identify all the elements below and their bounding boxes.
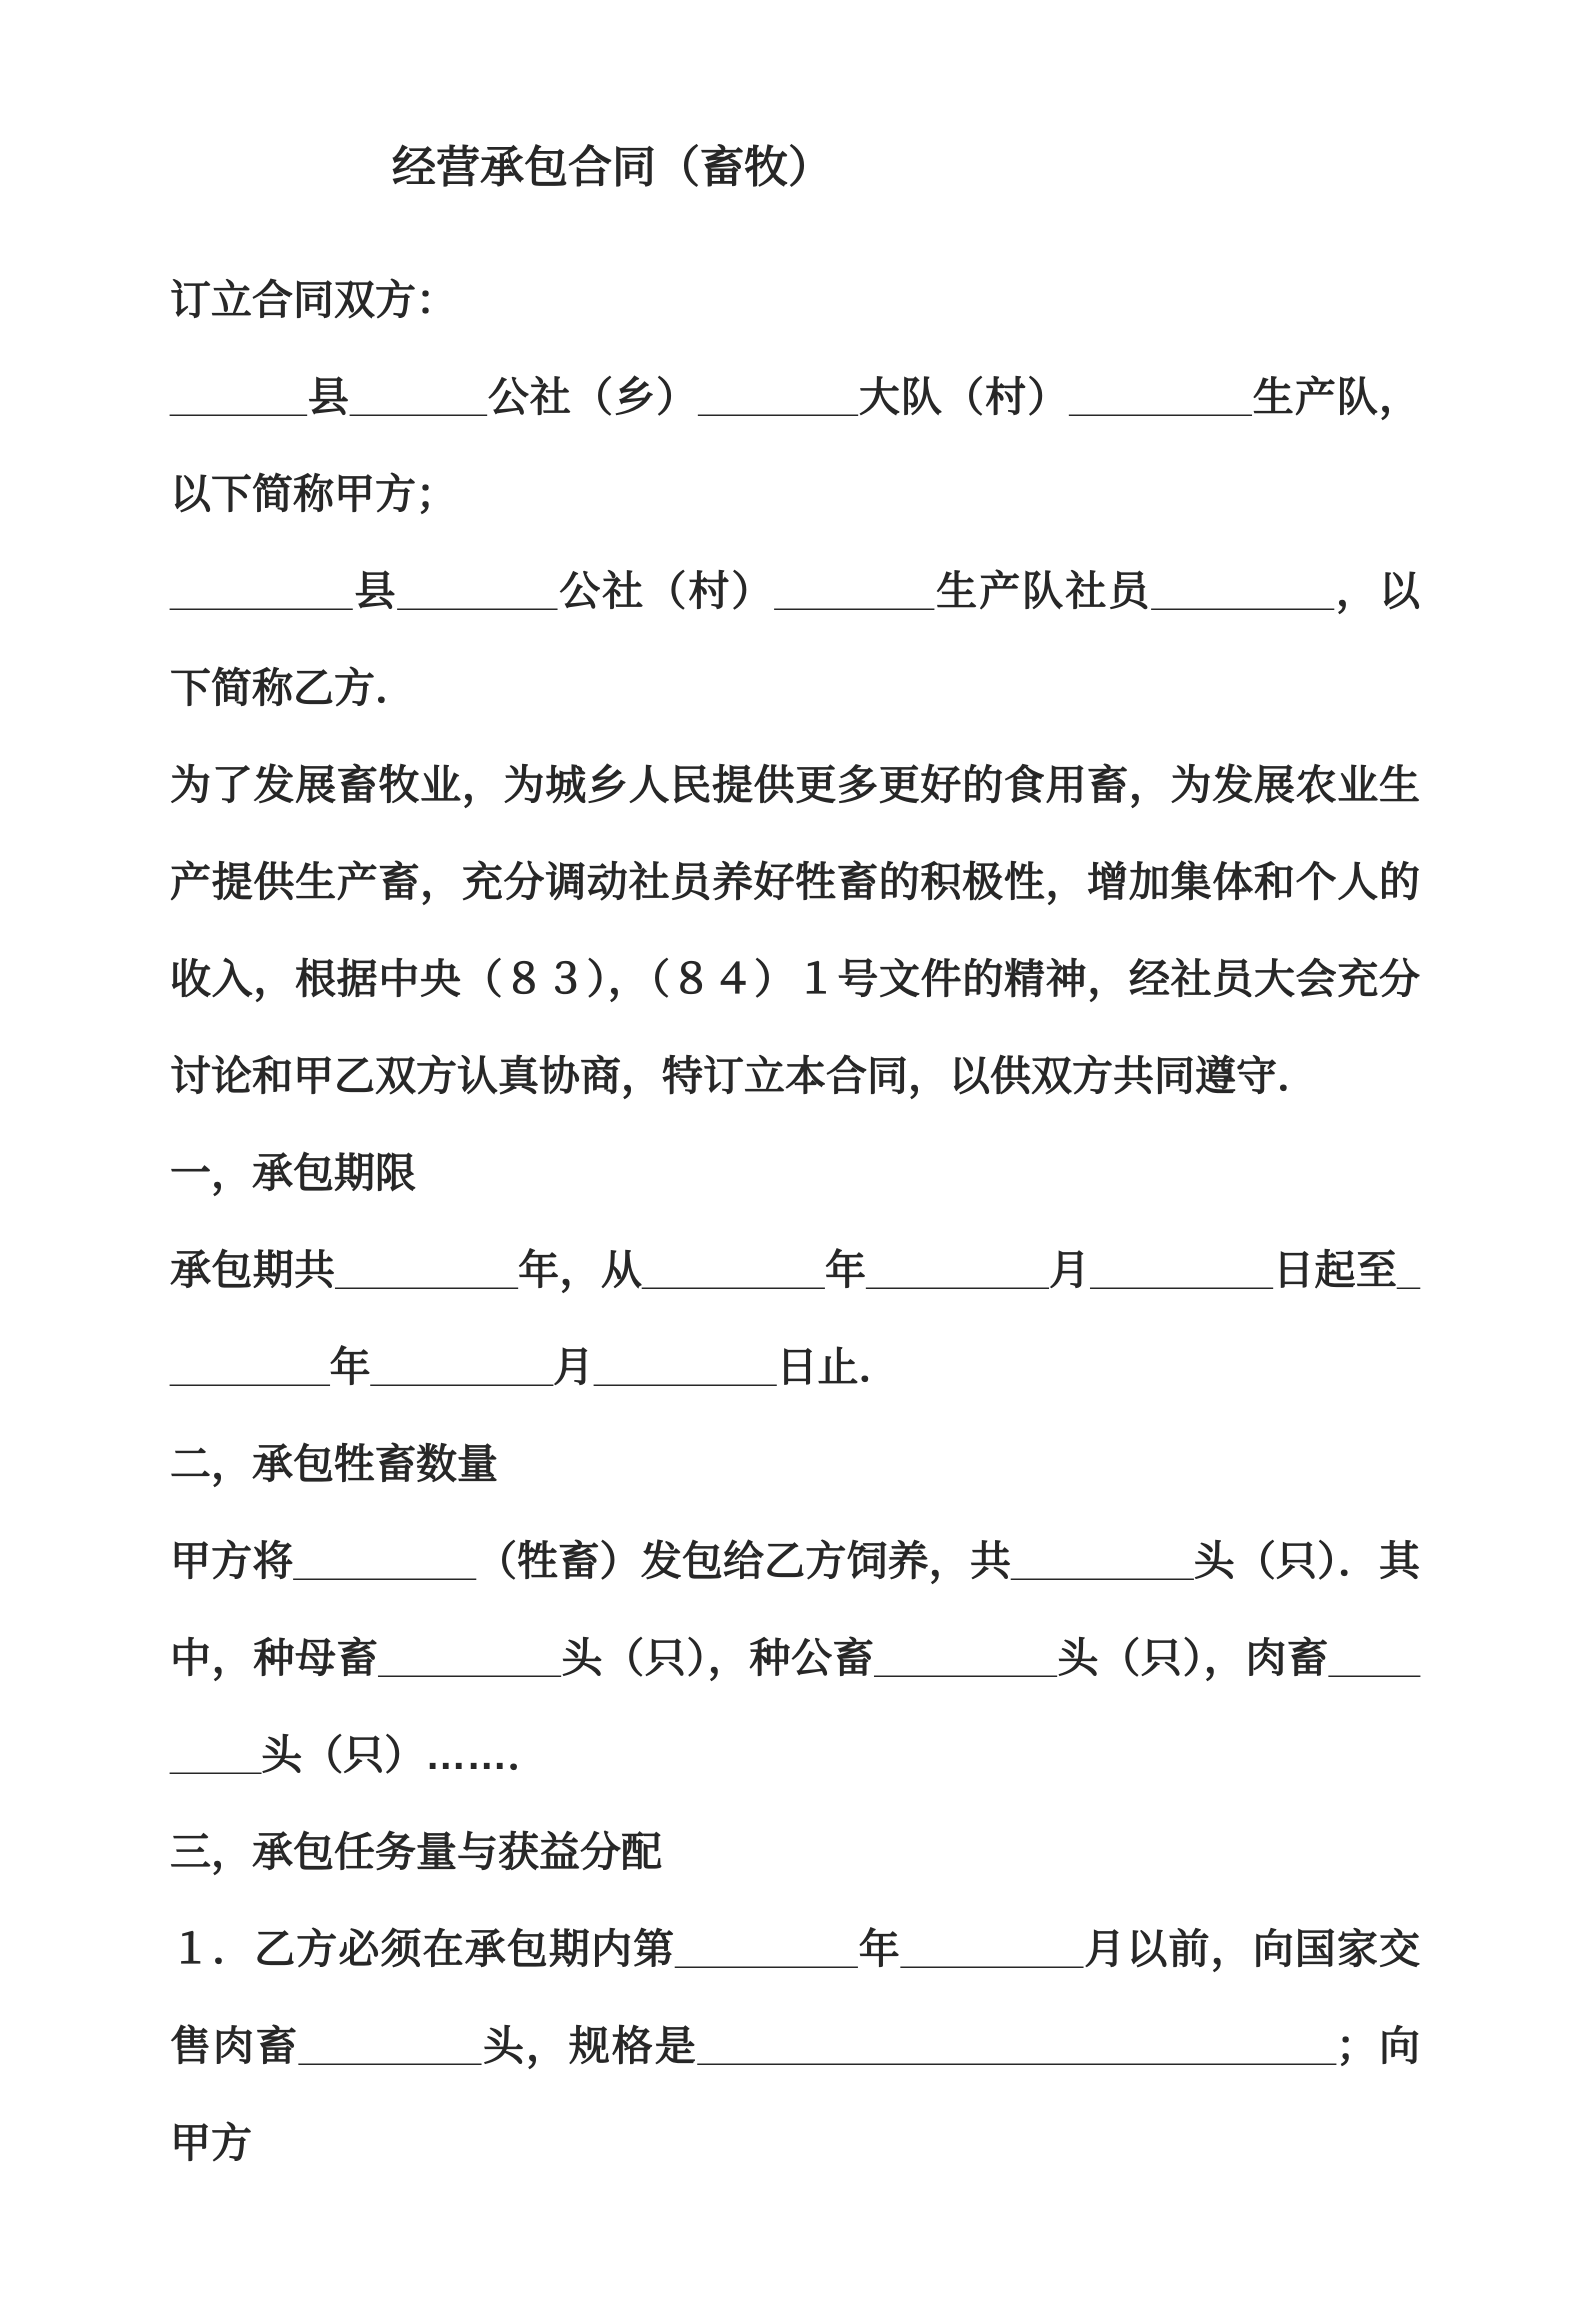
- section-heading-task-and-benefit: 三，承包任务量与获益分配: [170, 1829, 662, 1875]
- paragraph-contract-term: 承包期共________年，从________年________月________日起至________年________月________日止．: [170, 1247, 1420, 1390]
- paragraph-parties-intro: 订立合同双方：: [170, 277, 457, 323]
- section-heading-contract-term: 一，承包期限: [170, 1150, 416, 1196]
- document-body: [170, 252, 1420, 2192]
- section-heading-livestock-quantity: 二，承包牲畜数量: [170, 1441, 498, 1487]
- document-title: 经营承包合同（畜牧）: [392, 143, 832, 192]
- paragraph-party-b: ________县_______公社（村）_______生产队社员________，以下简称乙方．: [170, 568, 1420, 711]
- paragraph-preamble: 为了发展畜牧业，为城乡人民提供更多更好的食用畜，为发展农业生产提供生产畜，充分调动社员养好牲畜的积极性，增加集体和个人的收入，根据中央（８３），（８４）１号文件的精神，经社员大会充分讨论和甲乙双方认真协商，特订立本合同，以供双方共同遵守．: [170, 762, 1420, 1099]
- paragraph-task-and-benefit: １．乙方必须在承包期内第________年________月以前，向国家交售肉畜________头，规格是____________________________；向甲方: [170, 1926, 1420, 2166]
- paragraph-party-a: ______县______公社（乡）_______大队（村）________生产队，以下简称甲方；: [170, 374, 1420, 517]
- paragraph-livestock-quantity: 甲方将________（牲畜）发包给乙方饲养，共________头（只）．其中，种母畜________头（只），种公畜________头（只），肉畜________头（只）……．: [170, 1538, 1420, 1778]
